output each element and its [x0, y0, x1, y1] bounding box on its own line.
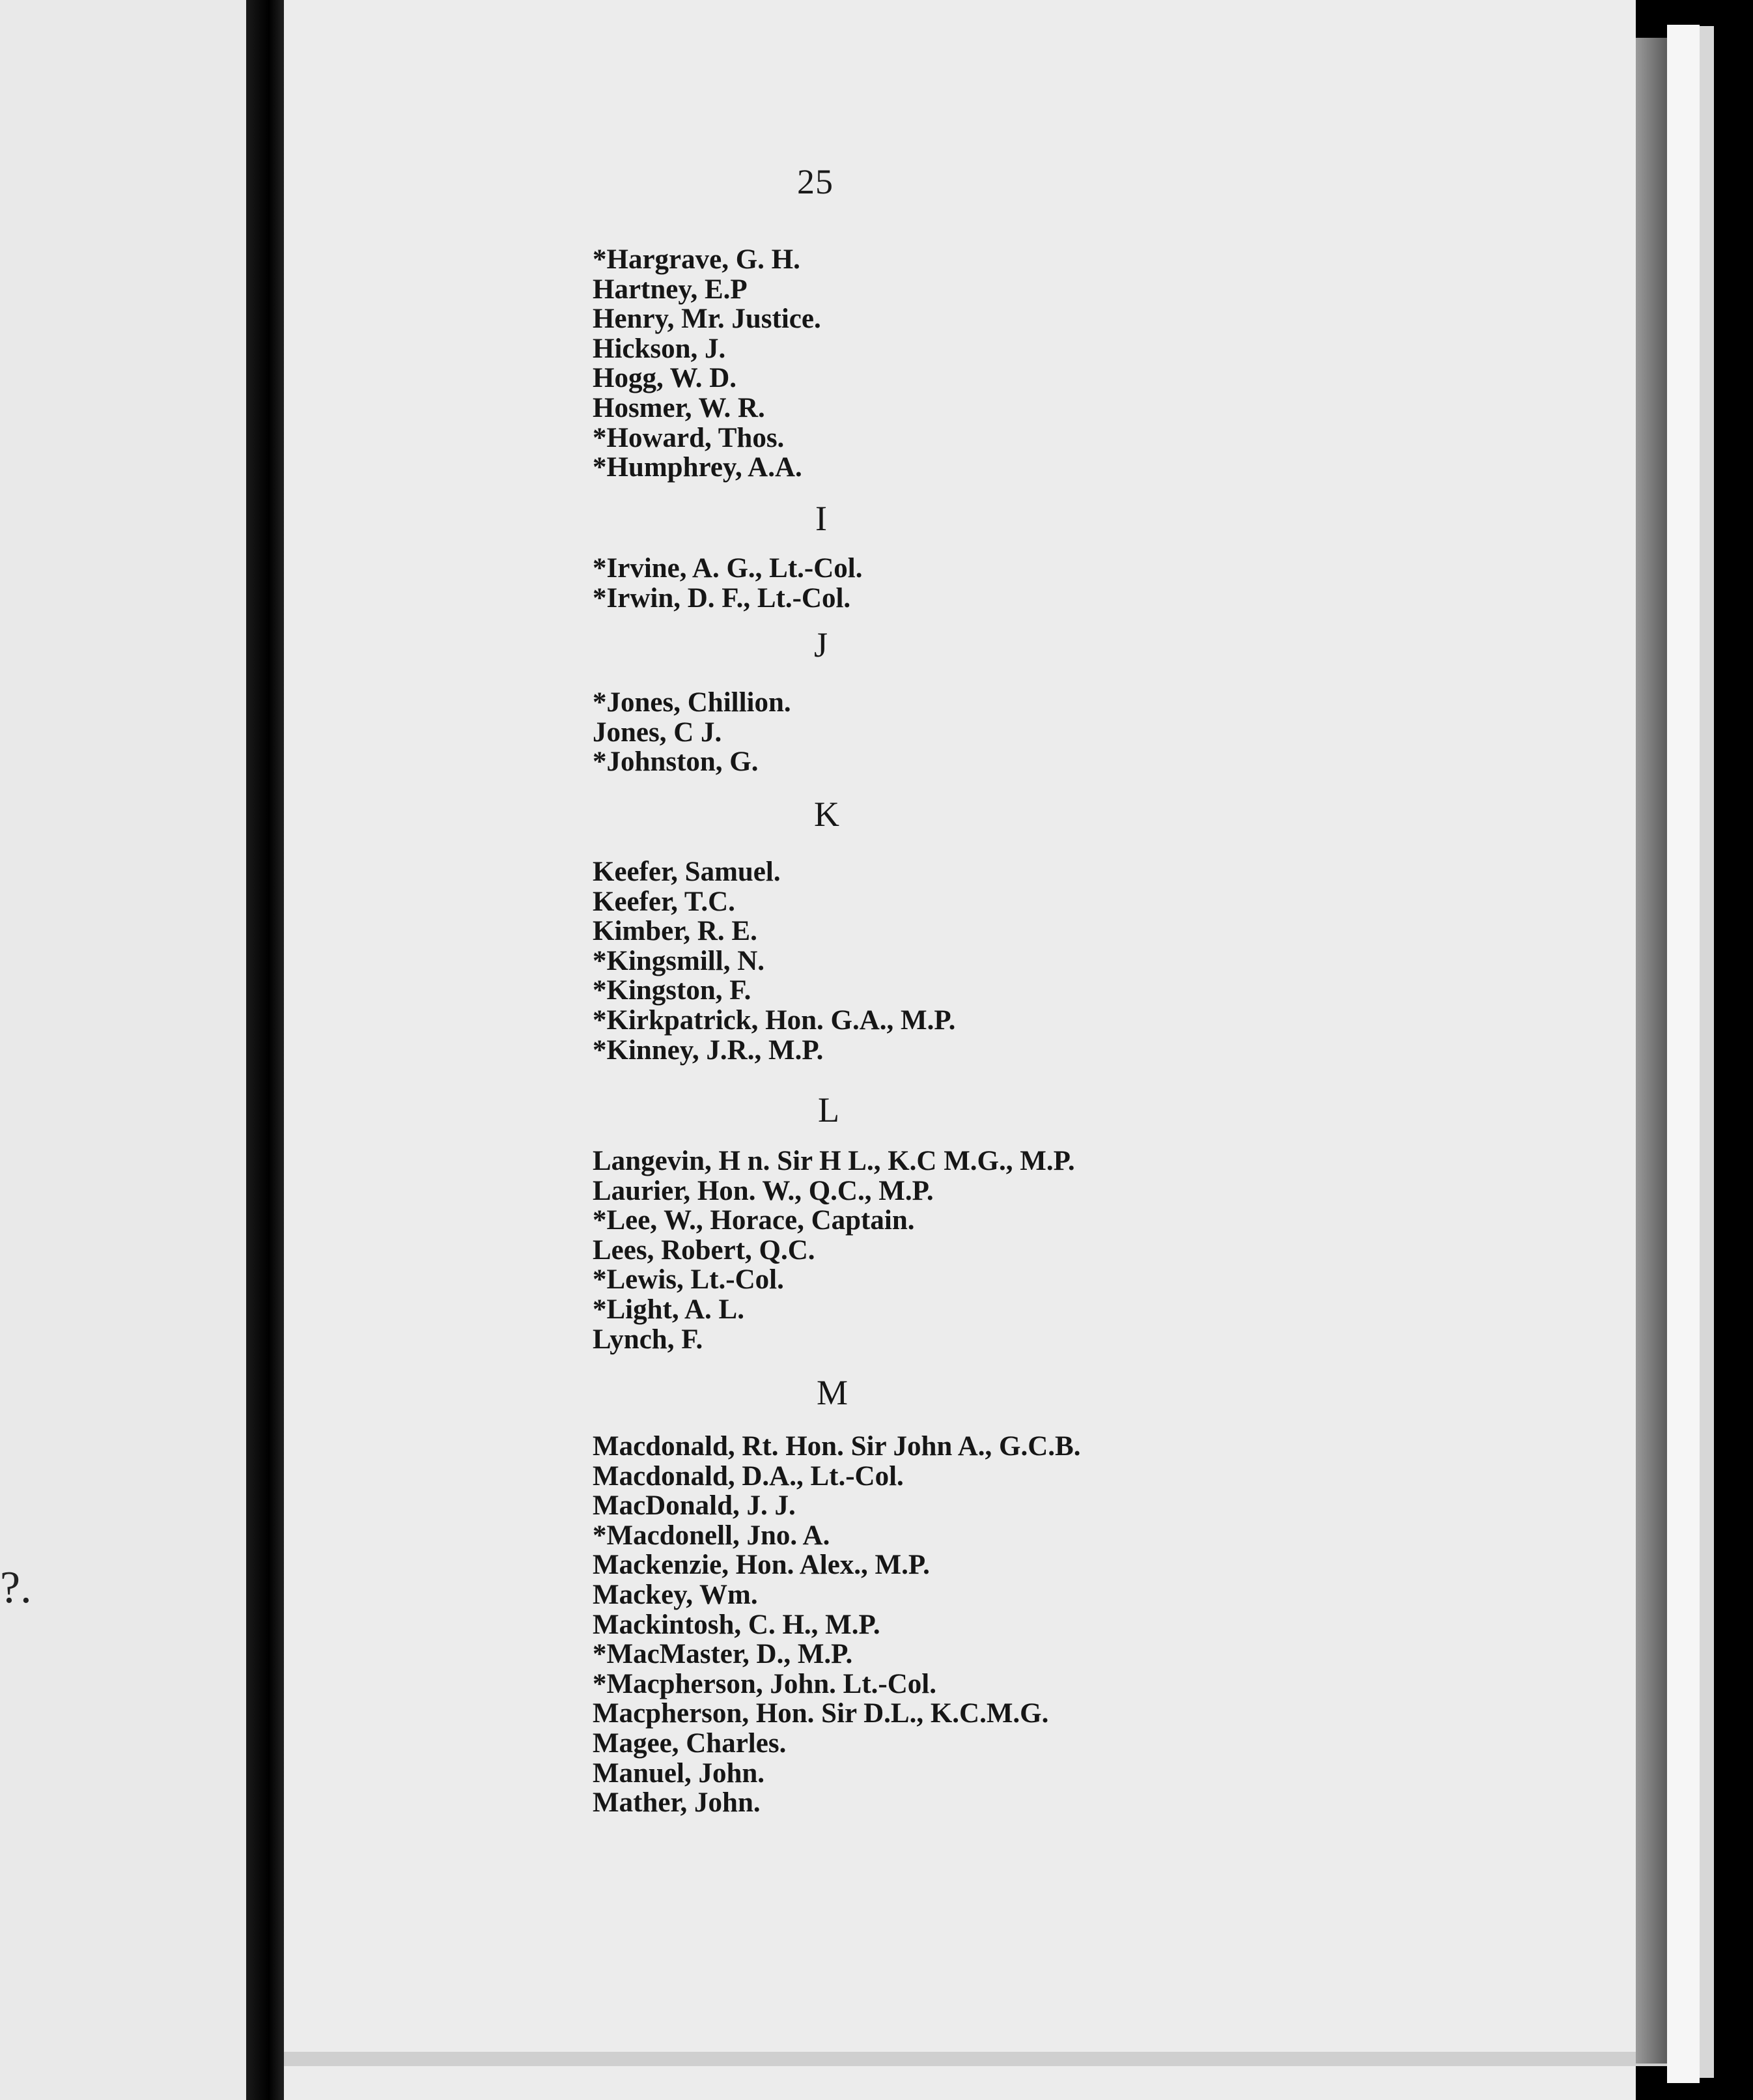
index-entry: Mackenzie, Hon. Alex., M.P.: [593, 1550, 930, 1580]
section-letter-j: J: [814, 625, 828, 664]
index-entry: Manuel, John.: [593, 1758, 765, 1789]
index-entry: Mather, John.: [593, 1787, 761, 1818]
index-entry: *Jones, Chillion.: [593, 687, 791, 718]
index-entry: Keefer, T.C.: [593, 887, 735, 917]
section-letter-m: M: [817, 1373, 848, 1412]
index-entry: *Howard, Thos.: [593, 423, 785, 453]
index-entry: Lynch, F.: [593, 1324, 703, 1355]
index-entry: *Hargrave, G. H.: [593, 244, 800, 275]
index-entry: *Irvine, A. G., Lt.-Col.: [593, 553, 863, 584]
index-entry: *Macdonell, Jno. A.: [593, 1520, 830, 1551]
index-entry: Laurier, Hon. W., Q.C., M.P.: [593, 1176, 934, 1206]
index-entry: Kimber, R. E.: [593, 916, 757, 946]
index-entry: *MacMaster, D., M.P.: [593, 1639, 853, 1669]
index-entry: *Irwin, D. F., Lt.-Col.: [593, 583, 851, 614]
index-entry: *Johnston, G.: [593, 746, 759, 777]
stray-mark: ?.: [0, 1563, 32, 1613]
index-entry: *Light, A. L.: [593, 1294, 744, 1325]
section-letter-k: K: [814, 795, 839, 834]
index-entry: Hartney, E.P: [593, 274, 748, 305]
index-entry: Henry, Mr. Justice.: [593, 304, 821, 334]
index-entry: *Lewis, Lt.-Col.: [593, 1264, 784, 1295]
index-entry: Mackey, Wm.: [593, 1580, 758, 1610]
index-entry: Lees, Robert, Q.C.: [593, 1235, 815, 1266]
index-entry: Macdonald, Rt. Hon. Sir John A., G.C.B.: [593, 1431, 1081, 1462]
section-letter-l: L: [818, 1090, 839, 1129]
page-number: 25: [797, 162, 834, 201]
section-letter-i: I: [815, 499, 827, 538]
index-entry: Hickson, J.: [593, 333, 726, 364]
index-entry: *Kinney, J.R., M.P.: [593, 1035, 824, 1066]
index-entry: *Kingston, F.: [593, 975, 751, 1006]
index-entry: Mackintosh, C. H., M.P.: [593, 1610, 880, 1640]
index-entry: Langevin, H n. Sir H L., K.C M.G., M.P.: [593, 1146, 1075, 1176]
index-entry: *Macpherson, John. Lt.-Col.: [593, 1669, 936, 1699]
index-entry: Macpherson, Hon. Sir D.L., K.C.M.G.: [593, 1698, 1049, 1729]
index-entry: Hogg, W. D.: [593, 363, 737, 393]
index-entry: *Humphrey, A.A.: [593, 452, 802, 483]
index-entry: *Kirkpatrick, Hon. G.A., M.P.: [593, 1005, 956, 1036]
index-entry: *Lee, W., Horace, Captain.: [593, 1205, 915, 1236]
index-entry: Macdonald, D.A., Lt.-Col.: [593, 1461, 904, 1492]
index-entry: Hosmer, W. R.: [593, 393, 765, 423]
index-entry: Magee, Charles.: [593, 1728, 787, 1759]
index-entry: MacDonald, J. J.: [593, 1490, 796, 1521]
index-entry: *Kingsmill, N.: [593, 946, 765, 976]
index-entry: Jones, C J.: [593, 717, 722, 748]
index-entry: Keefer, Samuel.: [593, 857, 781, 887]
